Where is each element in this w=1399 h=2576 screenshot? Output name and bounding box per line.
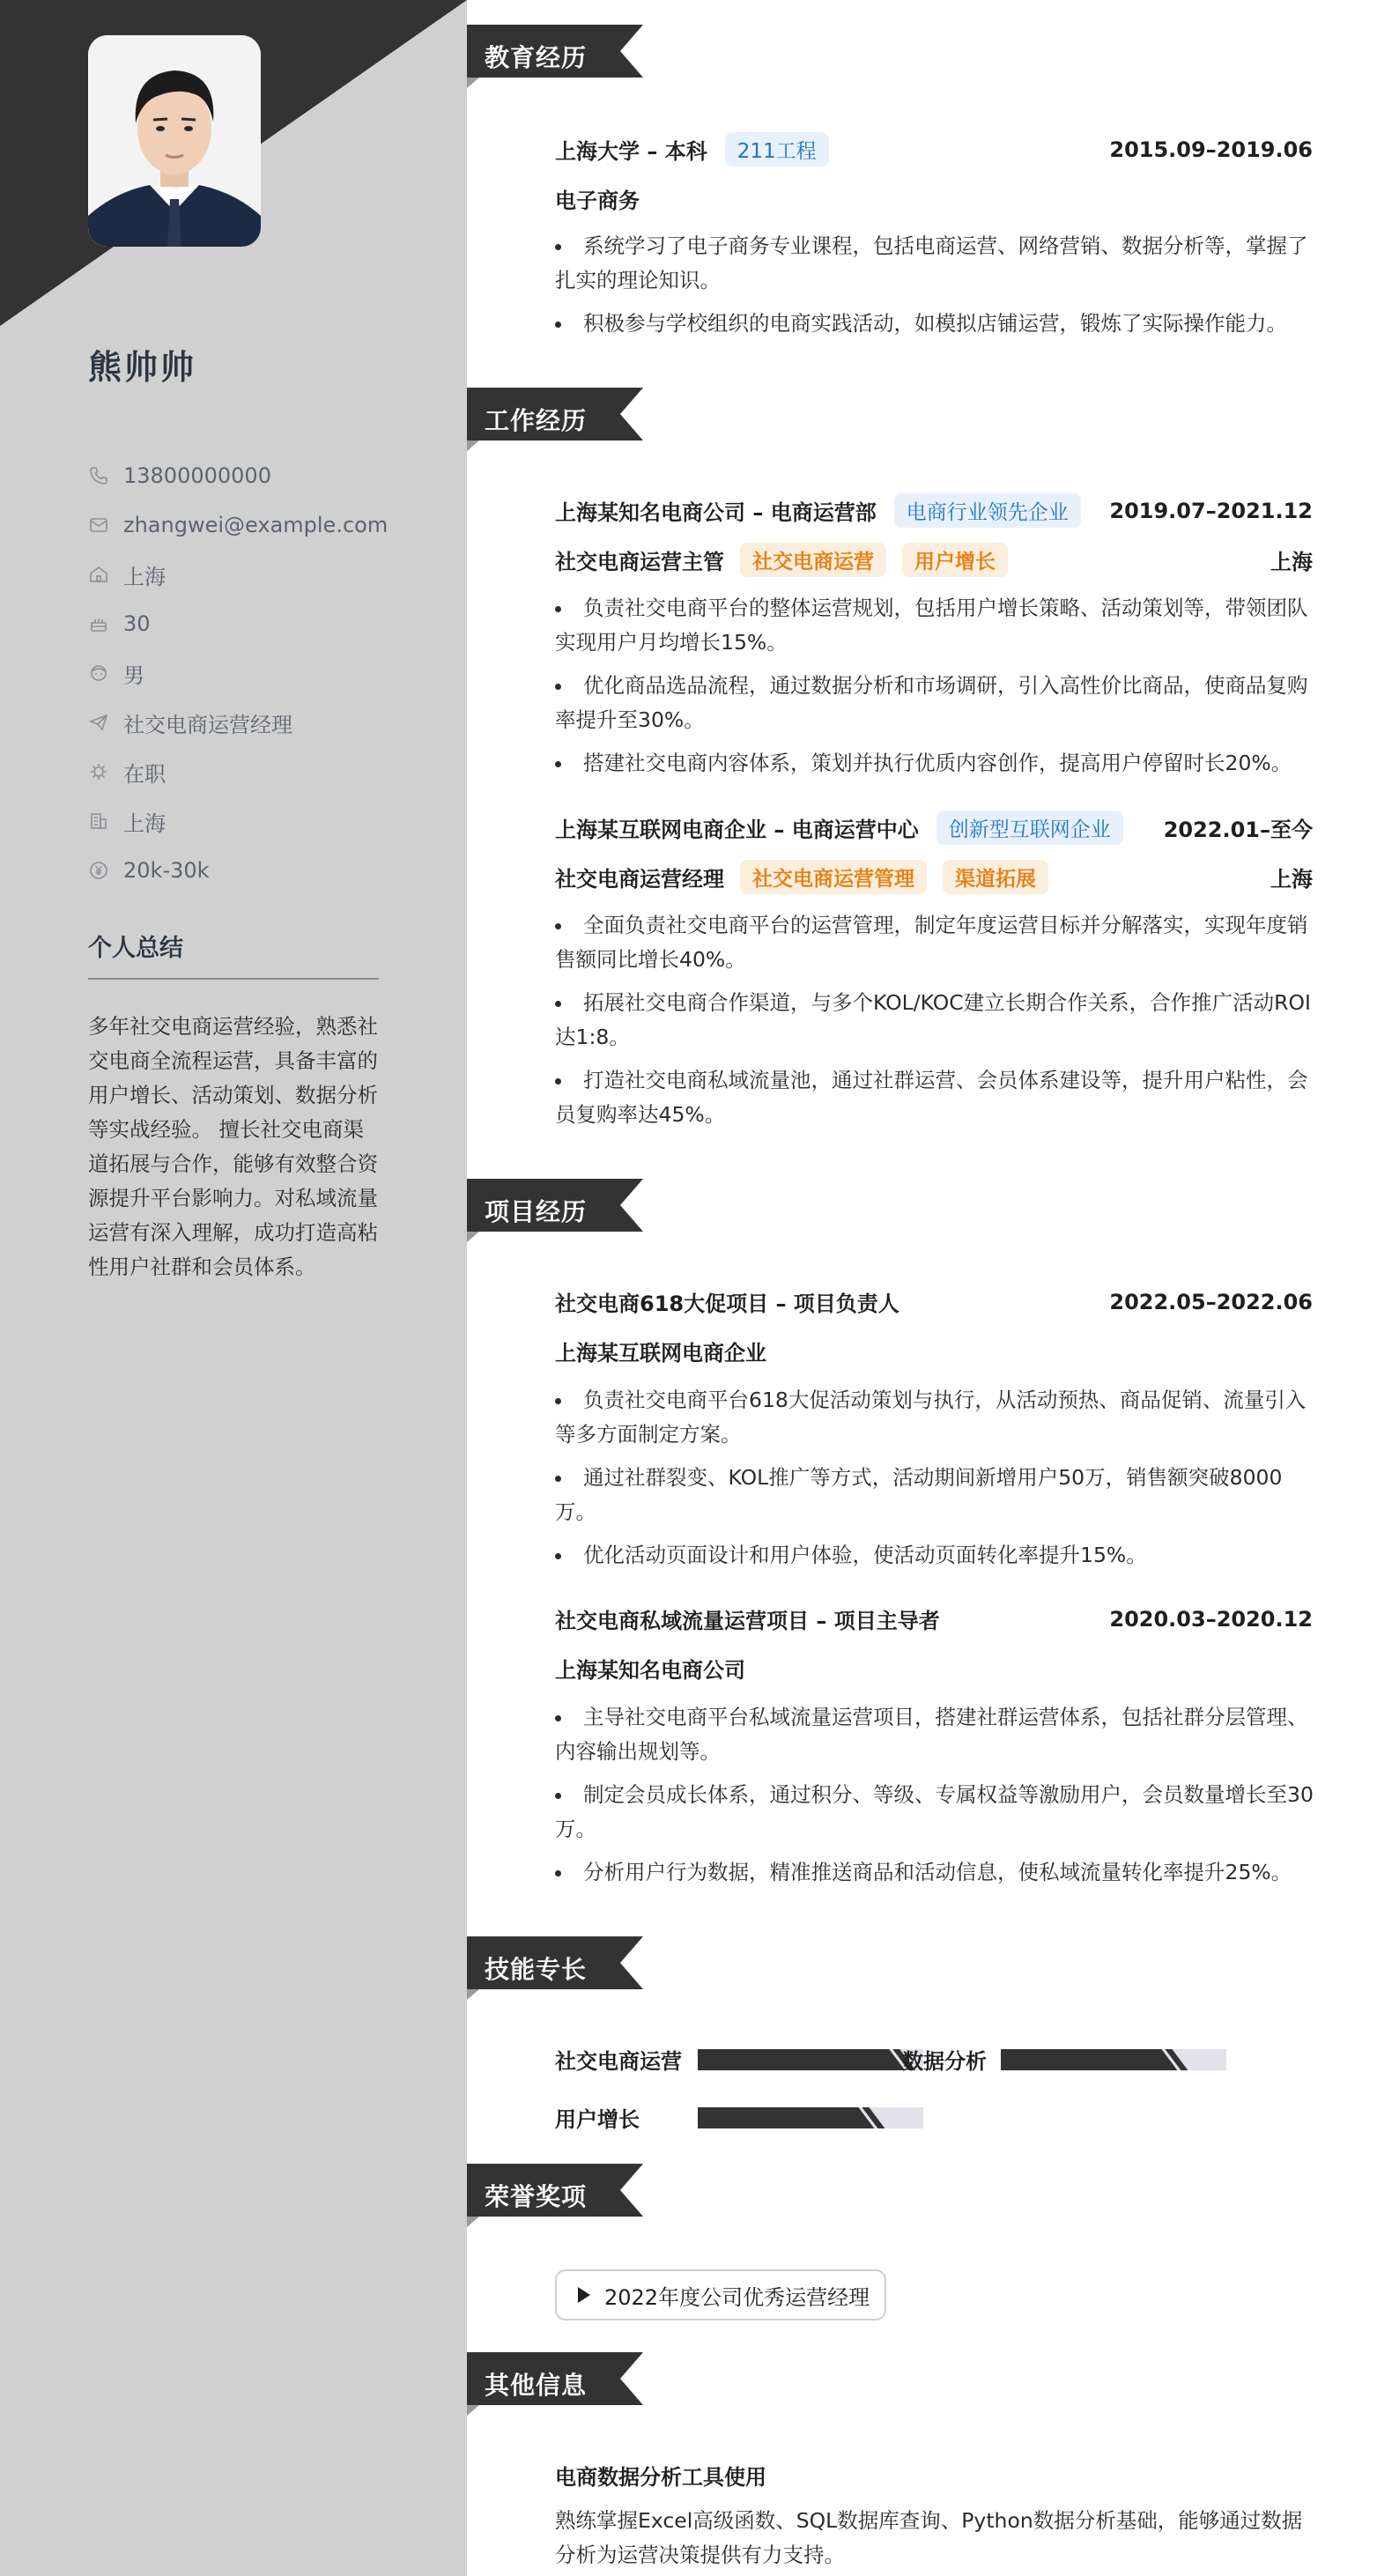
school-name: 上海大学 – 本科 [555, 139, 707, 164]
list-item: 主导社交电商平台私域流量运营项目，搭建社群运营体系，包括社群分层管理、内容输出规划等。 [555, 1700, 1318, 1769]
salary-text: 20k-30k [123, 858, 210, 883]
job-role: 社交电商运营经理 [555, 867, 724, 892]
email-text: zhangwei@example.com [123, 513, 389, 537]
major-row [555, 183, 1313, 214]
job-company: 上海某知名电商公司 – 电商运营部 [555, 500, 877, 525]
skill-bar-fill [1001, 2049, 1177, 2070]
job-1-header-row [555, 493, 1313, 528]
gender-icon [88, 663, 109, 684]
age-text: 30 [123, 611, 151, 636]
job-date: 2019.07–2021.12 [1109, 498, 1313, 523]
job-company: 上海某互联网电商企业 – 电商运营中心 [555, 818, 919, 842]
project-1-org-row [555, 1336, 1313, 1366]
project-1-bullets [555, 1383, 1318, 1581]
position-text: 社交电商运营经理 [123, 712, 292, 737]
avatar [88, 35, 261, 247]
section-header-education [467, 25, 643, 92]
section-title-awards: 荣誉奖项 [485, 2182, 588, 2211]
status-text: 在职 [123, 761, 166, 787]
job-date: 2022.01–至今 [1163, 818, 1313, 842]
age-icon [88, 613, 109, 634]
list-item: 负责社交电商平台的整体运营规划，包括用户增长策略、活动策划等，带领团队实现用户月均增长15%。 [555, 591, 1318, 660]
section-header-other [467, 2352, 643, 2419]
project-date: 2022.05–2022.06 [1109, 1289, 1313, 1314]
summary-title: 个人总结 [88, 935, 183, 962]
award-text: 2022年度公司优秀运营经理 [604, 2284, 870, 2310]
skill-level-bar [1001, 2049, 1226, 2070]
section-title-other: 其他信息 [485, 2371, 588, 2400]
info-age [88, 599, 388, 648]
skill-item [902, 2044, 1226, 2075]
other-item-text: 熟练掌握Excel高级函数、SQL数据库查询、Python数据分析基础，能够通过数据分析为运营决策提供有力支持。 [555, 2508, 1303, 2567]
profile-name: 熊帅帅 [88, 348, 197, 387]
project-org: 上海某知名电商公司 [555, 1658, 745, 1683]
list-item: 打造社交电商私域流量池，通过社群运营、会员体系建设等，提升用户粘性，会员复购率达45%。 [555, 1063, 1318, 1132]
skill-level-bar [698, 2049, 923, 2070]
school-tag: 211工程 [725, 132, 829, 167]
job-1-role-row [555, 543, 1313, 577]
project-2-org-row [555, 1653, 1313, 1684]
work-city-text: 上海 [123, 811, 166, 836]
project-2-header-row [555, 1603, 1313, 1634]
list-item: 搭建社交电商内容体系，策划并执行优质内容创作，提高用户停留时长20%。 [555, 746, 1318, 781]
info-gender [88, 648, 388, 698]
contact-info-list [88, 451, 388, 895]
salary-icon [88, 860, 109, 881]
info-salary [88, 846, 388, 895]
education-bullets [555, 229, 1318, 350]
info-phone [88, 451, 388, 500]
list-item: 系统学习了电子商务专业课程，包括电商运营、网络营销、数据分析等，掌握了扎实的理论知识。 [555, 229, 1318, 298]
major: 电子商务 [555, 189, 640, 213]
list-item: 负责社交电商平台618大促活动策划与执行，从活动预热、商品促销、流量引入等多方面制定方案。 [555, 1383, 1318, 1452]
gender-text: 男 [123, 663, 144, 688]
list-item: 全面负责社交电商平台的运营管理，制定年度运营目标并分解落实，实现年度销售额同比增长40%。 [555, 908, 1318, 977]
job-1-bullets [555, 591, 1318, 789]
info-work-city [88, 796, 388, 846]
education-header-row [555, 132, 1313, 167]
skill-item [555, 2102, 923, 2133]
project-name: 社交电商618大促项目 – 项目负责人 [555, 1292, 899, 1316]
project-1-header-row [555, 1286, 1313, 1317]
section-header-projects [467, 1179, 643, 1246]
mail-icon [88, 514, 109, 536]
job-tag: 社交电商运营 [740, 543, 886, 577]
job-role: 社交电商运营主管 [555, 550, 724, 574]
main-content [467, 0, 1399, 2576]
status-icon [88, 761, 109, 782]
list-item: 优化商品选品流程，通过数据分析和市场调研，引入高性价比商品，使商品复购率提升至30%。 [555, 669, 1318, 737]
building-icon [88, 811, 109, 832]
section-title-projects: 项目经历 [485, 1197, 588, 1226]
education-date: 2015.09–2019.06 [1109, 137, 1313, 162]
job-2-role-row [555, 860, 1313, 894]
avatar-portrait [88, 35, 261, 247]
company-tag: 电商行业领先企业 [894, 493, 1081, 528]
skill-bar-fill [698, 2107, 874, 2128]
job-2-bullets [555, 908, 1318, 1141]
skill-name: 数据分析 [902, 2049, 987, 2074]
list-item: 通过社群裂变、KOL推广等方式，活动期间新增用户50万，销售额突破8000万。 [555, 1461, 1318, 1529]
info-position [88, 698, 388, 747]
list-item: 积极参与学校组织的电商实践活动，如模拟店铺运营，锻炼了实际操作能力。 [555, 307, 1318, 341]
list-item: 制定会员成长体系，通过积分、等级、专属权益等激励用户，会员数量增长至30万。 [555, 1778, 1318, 1847]
triangle-right-icon [578, 2287, 590, 2303]
award-item [555, 2269, 886, 2321]
section-header-skills [467, 1936, 643, 2003]
info-location [88, 550, 388, 599]
list-item: 优化活动页面设计和用户体验，使活动页面转化率提升15%。 [555, 1538, 1318, 1573]
skill-item [555, 2044, 923, 2075]
project-date: 2020.03–2020.12 [1109, 1606, 1313, 1632]
location-text: 上海 [123, 564, 166, 589]
job-tag: 渠道拓展 [943, 860, 1048, 894]
skill-name: 社交电商运营 [555, 2049, 682, 2074]
section-title-skills: 技能专长 [485, 1955, 588, 1984]
send-icon [88, 712, 109, 733]
job-tag: 用户增长 [902, 543, 1008, 577]
phone-icon [88, 465, 109, 486]
sidebar [0, 0, 467, 2576]
skill-name: 用户增长 [555, 2107, 640, 2132]
section-title-education: 教育经历 [485, 43, 588, 72]
job-tag: 社交电商运营管理 [740, 860, 927, 894]
summary-text: 多年社交电商运营经验，熟悉社交电商全流程运营，具备丰富的用户增长、活动策划、数据分析等实战经验。 擅长社交电商渠道拓展与合作，能够有效整合资源提升平台影响力。对私域流量运营有深入理解，成功打造高粘性用户社群和会员体系。 [88, 1014, 378, 1279]
home-icon [88, 564, 109, 585]
project-2-bullets [555, 1700, 1318, 1899]
company-tag: 创新型互联网企业 [936, 811, 1123, 845]
list-item: 分析用户行为数据，精准推送商品和活动信息，使私域流量转化率提升25%。 [555, 1855, 1318, 1890]
info-status [88, 747, 388, 796]
phone-text: 13800000000 [123, 463, 271, 488]
job-city: 上海 [1270, 550, 1313, 574]
project-name: 社交电商私域流量运营项目 – 项目主导者 [555, 1609, 940, 1633]
section-header-awards [467, 2164, 643, 2231]
skill-bar-fill [698, 2049, 905, 2070]
section-header-work [467, 388, 643, 455]
info-email [88, 500, 388, 550]
summary-divider [88, 978, 379, 980]
project-org: 上海某互联网电商企业 [555, 1341, 766, 1366]
skill-level-bar [698, 2107, 923, 2128]
other-item-title: 电商数据分析工具使用 [555, 2465, 766, 2490]
job-2-header-row [555, 811, 1313, 845]
job-city: 上海 [1270, 867, 1313, 892]
list-item: 拓展社交电商合作渠道，与多个KOL/KOC建立长期合作关系，合作推广活动ROI达1:8。 [555, 986, 1318, 1055]
section-title-work: 工作经历 [485, 406, 588, 435]
